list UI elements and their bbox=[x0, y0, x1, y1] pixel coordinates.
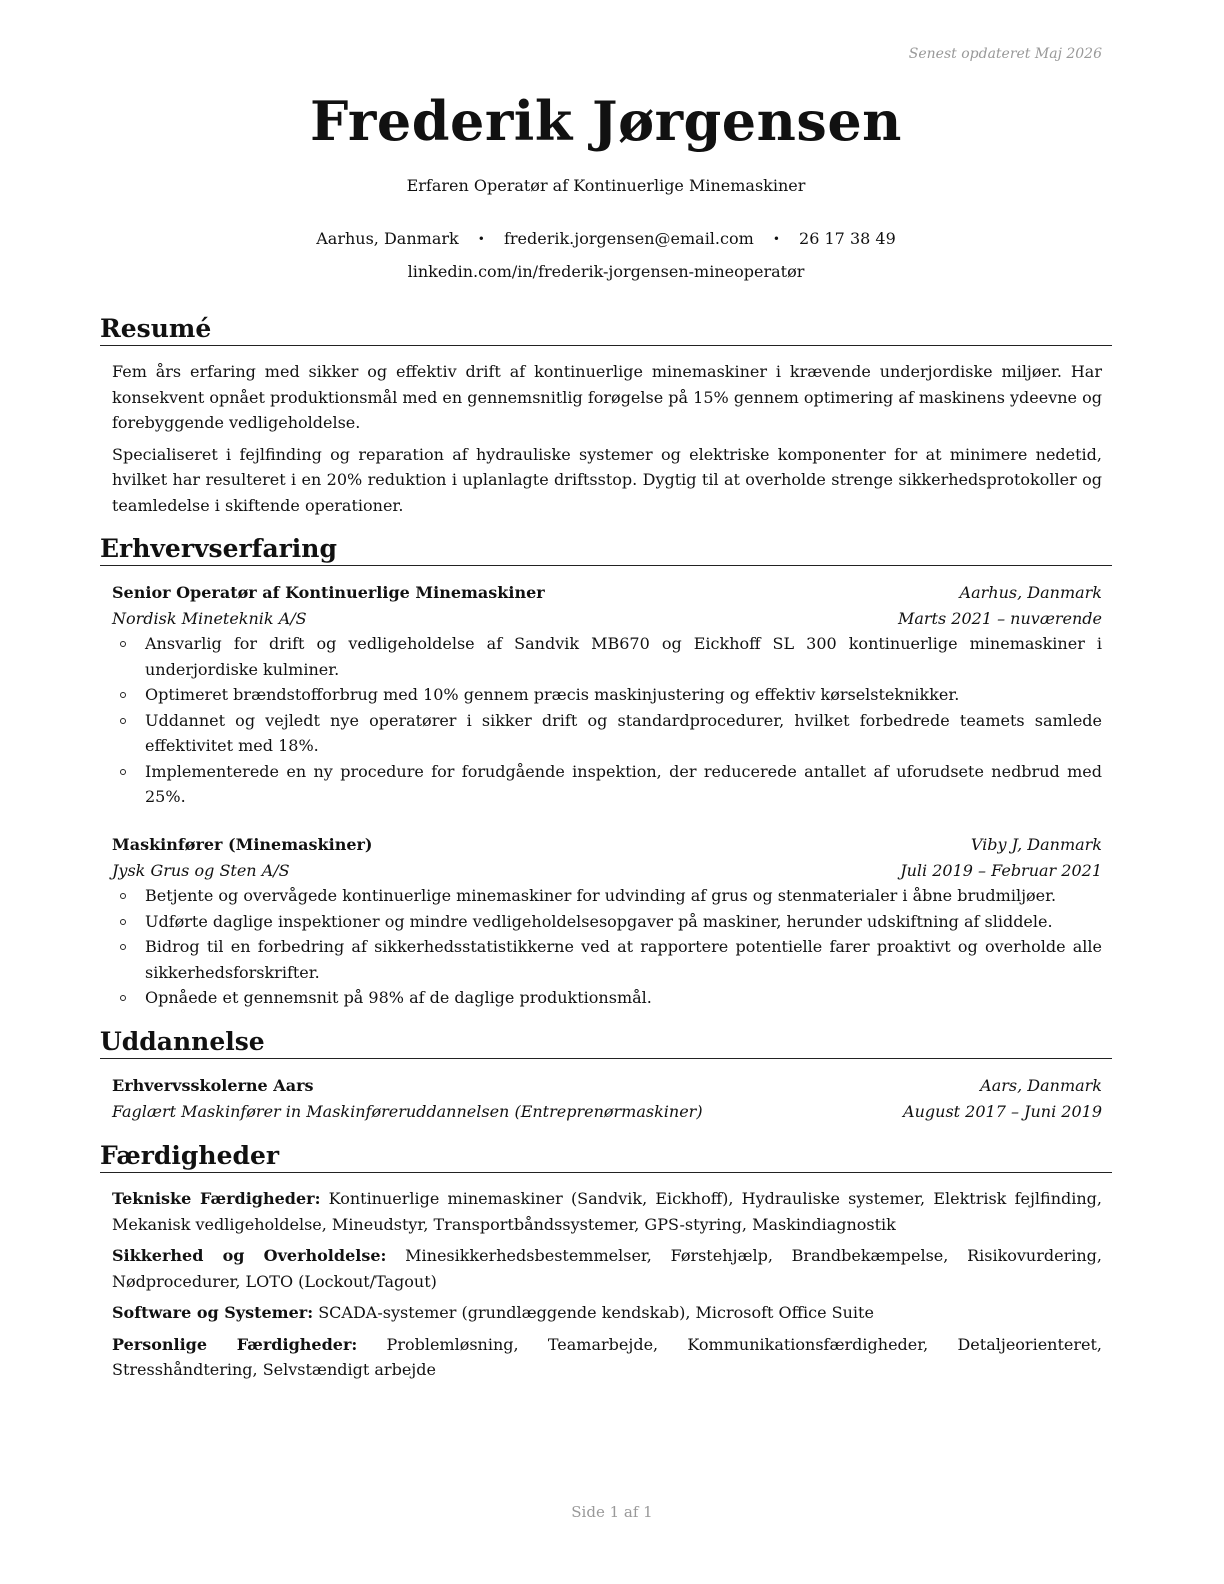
job-bullet: Betjente og overvågede kontinuerlige minemaskiner for udvinding af grus og stenmaterialer i åbne brudmiljøer. bbox=[112, 883, 1102, 909]
bullet-separator: • bbox=[772, 232, 780, 246]
job-role: Maskinfører (Minemaskiner) bbox=[112, 835, 373, 854]
page-number: Side 1 af 1 bbox=[571, 1503, 653, 1521]
job-entry bbox=[112, 580, 1102, 810]
skill-group bbox=[112, 1186, 1102, 1237]
job-company: Nordisk Mineteknik A/S bbox=[112, 608, 307, 628]
candidate-name: Frederik Jørgensen bbox=[310, 89, 902, 153]
contact-location: Aarhus, Danmark bbox=[316, 229, 459, 248]
job-bullet: Uddannet og vejledt nye operatører i sikker drift og standardprocedurer, hvilket forbedrede teamets samlede effektivitet med 18%. bbox=[112, 708, 1102, 759]
job-company: Jysk Grus og Sten A/S bbox=[112, 860, 290, 880]
education-dates: August 2017 – Juni 2019 bbox=[903, 1101, 1102, 1121]
bullet-separator: • bbox=[477, 232, 485, 246]
skill-label: Sikkerhed og Overholdelse: bbox=[112, 1246, 387, 1265]
education-entry bbox=[112, 1073, 1102, 1124]
skill-label: Tekniske Færdigheder: bbox=[112, 1189, 321, 1208]
job-bullet: Bidrog til en forbedring af sikkerhedsstatistikkerne ved at rapportere potentielle farer proaktivt og overholde alle sikkerhedsforskrifter. bbox=[112, 934, 1102, 985]
section-title-experience: Erhvervserfaring bbox=[100, 534, 1112, 566]
skill-text: Minesikkerhedsbestemmelser, Førstehjælp, Brandbekæmpelse, Risikovurdering, Nødprocedurer, LOTO (Lockout/Tagout) bbox=[112, 1246, 1102, 1291]
summary-paragraph: Specialiseret i fejlfinding og reparation af hydrauliske systemer og elektriske komponenter for at minimere nedetid, hvilket har resulteret i en 20% reduktion i uplanlagte driftsstop. Dygtig til at overholde strenge sikkerhedsprotokoller og teamledelse i skiftende operationer. bbox=[112, 444, 1102, 515]
section-title-summary: Resumé bbox=[100, 314, 1112, 346]
skill-group bbox=[112, 1332, 1102, 1383]
summary-paragraph: Fem års erfaring med sikker og effektiv drift af kontinuerlige minemaskiner i krævende underjordiske miljøer. Har konsekvent opnået produktionsmål med en gennemsnitlig forøgelse på 15% gennem optimering af maskinens ydeevne og forebyggende vedligeholdelse. bbox=[112, 362, 1102, 432]
job-location: Aarhus, Danmark bbox=[959, 583, 1102, 602]
skill-text: SCADA-systemer (grundlæggende kendskab), Microsoft Office Suite bbox=[318, 1303, 874, 1322]
last-updated: Senest opdateret Maj 2026 bbox=[908, 46, 1102, 62]
education-degree: Faglært Maskinfører in Maskinføreruddannelsen (Entreprenørmaskiner) bbox=[112, 1101, 703, 1121]
job-bullet: Udførte daglige inspektioner og mindre vedligeholdelsesopgaver på maskiner, herunder udskiftning af sliddele. bbox=[112, 909, 1102, 935]
job-role: Senior Operatør af Kontinuerlige Minemaskiner bbox=[112, 583, 545, 602]
job-bullet: Opnåede et gennemsnit på 98% af de daglige produktionsmål. bbox=[112, 985, 1102, 1011]
section-title-skills: Færdigheder bbox=[100, 1141, 1112, 1173]
job-dates: Marts 2021 – nuværende bbox=[897, 608, 1102, 628]
skill-group bbox=[112, 1243, 1102, 1294]
education-school: Erhvervsskolerne Aars bbox=[112, 1076, 314, 1095]
contact-phone[interactable]: 26 17 38 49 bbox=[799, 229, 896, 248]
candidate-tagline: Erfaren Operatør af Kontinuerlige Minemaskiner bbox=[406, 176, 806, 195]
contact-email[interactable]: frederik.jorgensen@email.com bbox=[503, 229, 754, 248]
contact-linkedin[interactable]: linkedin.com/in/frederik-jorgensen-mineoperatør bbox=[407, 262, 805, 281]
skill-text: Kontinuerlige minemaskiner (Sandvik, Eickhoff), Hydrauliske systemer, Elektrisk fejlfinding, Mekanisk vedligeholdelse, Mineudstyr, Transportbåndssystemer, GPS-styring, Maskindiagnostik bbox=[112, 1189, 1103, 1234]
job-entry bbox=[112, 832, 1102, 1011]
job-bullet: Optimeret brændstofforbrug med 10% gennem præcis maskinjustering og effektiv kørselsteknikker. bbox=[112, 682, 1102, 708]
education-location: Aars, Danmark bbox=[980, 1076, 1102, 1095]
skill-group bbox=[112, 1300, 1102, 1326]
section-title-education: Uddannelse bbox=[100, 1027, 1112, 1059]
job-bullet: Implementerede en ny procedure for forudgående inspektion, der reducerede antallet af uforudsete nedbrud med 25%. bbox=[112, 759, 1102, 810]
job-location: Viby J, Danmark bbox=[970, 835, 1102, 854]
resume-page bbox=[100, 0, 1112, 1584]
skill-text: Problemløsning, Teamarbejde, Kommunikationsfærdigheder, Detaljeorienteret, Stresshåndtering, Selvstændigt arbejde bbox=[112, 1334, 1102, 1379]
job-bullet: Ansvarlig for drift og vedligeholdelse af Sandvik MB670 og Eickhoff SL 300 kontinuerlige minemaskiner i underjordiske kulminer. bbox=[112, 631, 1102, 682]
skill-label: Personlige Færdigheder: bbox=[112, 1334, 358, 1354]
job-dates: Juli 2019 – Februar 2021 bbox=[900, 860, 1102, 880]
skills-section bbox=[112, 1186, 1102, 1389]
contact-line bbox=[100, 229, 1112, 248]
skill-label: Software og Systemer: bbox=[112, 1303, 314, 1322]
summary-section bbox=[112, 359, 1102, 524]
